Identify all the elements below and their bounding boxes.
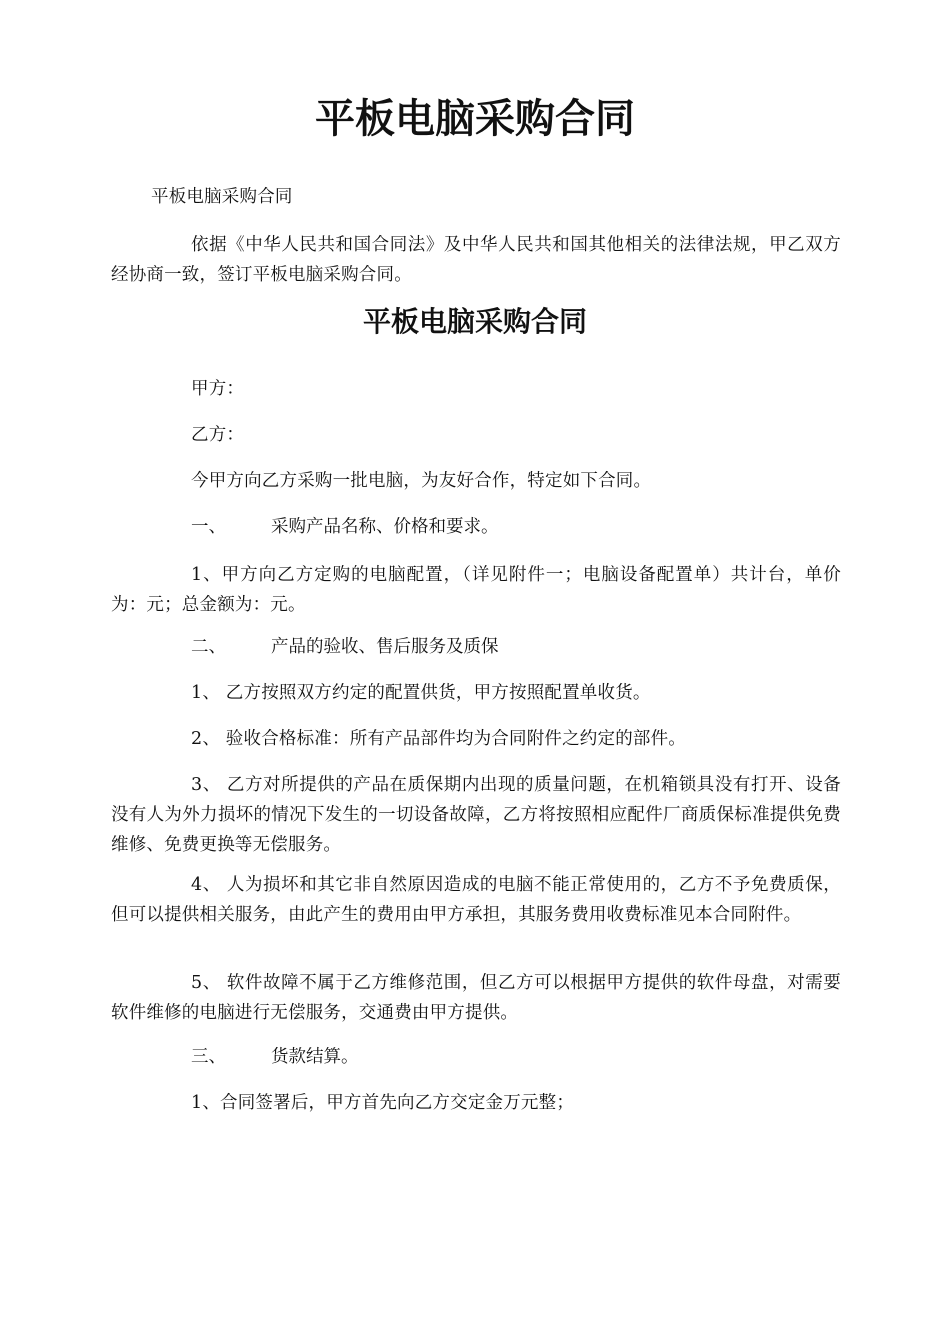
- s2-item-1: 1、 乙方按照双方约定的配置供货，甲方按照配置单收货。: [191, 683, 651, 703]
- section-3-heading: [191, 1042, 359, 1072]
- s2-item-3: 3、 乙方对所提供的产品在质保期内出现的质量问题，在机箱锁具没有打开、设备没有人为外力损坏的情况下发生的一切设备故障，乙方将按照相应配件厂商质保标准提供免费维修、免费更换等无偿服务。: [111, 775, 841, 855]
- party-b-label: 乙方：: [191, 425, 245, 445]
- section-2-title: 产品的验收、售后服务及质保: [271, 637, 499, 657]
- document-title: 平板电脑采购合同: [315, 96, 635, 142]
- intro-paragraph: 依据《中华人民共和国合同法》及中华人民共和国其他相关的法律法规，甲乙双方经协商一致，签订平板电脑采购合同。: [111, 235, 841, 285]
- section-2-heading: [191, 632, 499, 662]
- subtitle-line: 平板电脑采购合同: [151, 187, 293, 207]
- party-a-label: 甲方：: [191, 379, 245, 399]
- section-2-number: 二、: [191, 637, 226, 657]
- s2-item-2: 2、 验收合格标准：所有产品部件均为合同附件之约定的部件。: [191, 729, 686, 749]
- preamble-paragraph: 今甲方向乙方采购一批电脑，为友好合作，特定如下合同。: [191, 471, 652, 491]
- section-1-number: 一、: [191, 517, 226, 537]
- s1-item-1: 1、甲方向乙方定购的电脑配置，（详见附件一；电脑设备配置单）共计台，单价为：元；总金额为：元。: [111, 565, 841, 615]
- s3-item-1: 1、合同签署后，甲方首先向乙方交定金万元整；: [191, 1093, 575, 1113]
- s2-item-4: 4、 人为损坏和其它非自然原因造成的电脑不能正常使用的，乙方不予免费质保，但可以提供相关服务，由此产生的费用由甲方承担，其服务费用收费标准见本合同附件。: [111, 875, 841, 925]
- section-heading: 平板电脑采购合同: [362, 305, 587, 338]
- section-1-title: 采购产品名称、价格和要求。: [271, 517, 499, 537]
- section-1-heading: [191, 512, 499, 542]
- s2-item-5: 5、 软件故障不属于乙方维修范围，但乙方可以根据甲方提供的软件母盘，对需要软件维修的电脑进行无偿服务，交通费由甲方提供。: [111, 973, 841, 1023]
- section-3-number: 三、: [191, 1047, 226, 1067]
- section-3-title: 货款结算。: [271, 1047, 359, 1067]
